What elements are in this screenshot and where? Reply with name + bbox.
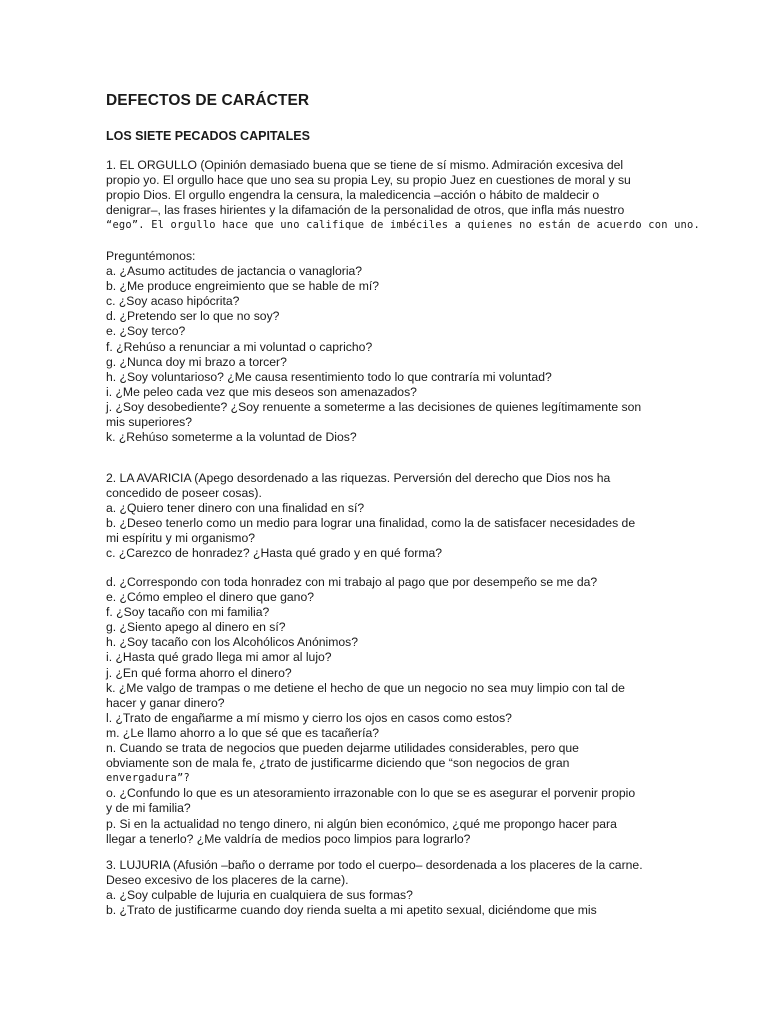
paragraph-line: propio Dios. El orgullo engendra la censura, la maledicencia –acción o hábito de maldecir o <box>106 188 600 203</box>
question-line: n. Cuando se trata de negocios que pueden dejarme utilidades considerables, pero que <box>106 741 579 756</box>
question-line: o. ¿Confundo lo que es un atesoramiento irrazonable con lo que se es asegurar el porvenir propio <box>106 786 636 801</box>
question-line: a. ¿Asumo actitudes de jactancia o vanagloria? <box>106 264 363 279</box>
question-line: f. ¿Soy tacaño con mi familia? <box>106 605 270 620</box>
question-line: k. ¿Me valgo de trampas o me detiene el hecho de que un negocio no sea muy limpio con tal de <box>106 680 625 695</box>
paragraph-line: 3. LUJURIA (Afusión –baño o derrame por todo el cuerpo– desordenada a los placeres de la carne. <box>106 858 643 872</box>
question-line: h. ¿Soy voluntarioso? ¿Me causa resentimiento todo lo que contraría mi voluntad? <box>106 369 552 384</box>
paragraph-line: propio yo. El orgullo hace que uno sea su propia Ley, su propio Juez en cuestiones de moral y su <box>106 173 631 188</box>
question-line: e. ¿Cómo empleo el dinero que gano? <box>106 590 314 605</box>
question-line: h. ¿Soy tacaño con los Alcohólicos Anónimos? <box>106 635 359 650</box>
question-line: g. ¿Nunca doy mi brazo a torcer? <box>106 354 287 369</box>
question-line: k. ¿Rehúso someterme a la voluntad de Dios? <box>106 430 357 445</box>
document-subtitle: LOS SIETE PECADOS CAPITALES <box>106 129 310 143</box>
question-line: j. ¿Soy desobediente? ¿Soy renuente a someterme a las decisiones de quienes legítimamente son <box>106 399 642 414</box>
question-line: d. ¿Pretendo ser lo que no soy? <box>106 309 280 324</box>
question-line: g. ¿Siento apego al dinero en sí? <box>106 620 286 635</box>
question-line: f. ¿Rehúso a renunciar a mi voluntad o capricho? <box>106 339 373 354</box>
question-line: e. ¿Soy terco? <box>106 324 186 339</box>
question-line: b. ¿Me produce engreimiento que se hable de mí? <box>106 279 380 294</box>
question-line: a. ¿Quiero tener dinero con una finalidad en sí? <box>106 501 365 516</box>
question-line: j. ¿En qué forma ahorro el dinero? <box>106 665 292 680</box>
section-avaricia-intro <box>106 471 666 562</box>
question-line: l. ¿Trato de engañarme a mí mismo y cierro los ojos en casos como estos? <box>106 710 512 725</box>
question-line: mis superiores? <box>106 415 193 430</box>
question-line: llegar a tenerlo? ¿Me valdría de medios poco limpios para lograrlo? <box>106 831 471 846</box>
paragraph-line: “ego”. El orgullo hace que uno califique de imbéciles a quienes no están de acuerdo con uno. <box>106 219 700 232</box>
question-line: envergadura”? <box>106 772 190 785</box>
question-line: obviamente son de mala fe, ¿trato de justificarme diciendo que “son negocios de gran <box>106 756 570 771</box>
question-line: c. ¿Soy acaso hipócrita? <box>106 294 240 309</box>
section-lujuria <box>106 858 666 918</box>
questions-prompt: Preguntémonos: <box>106 249 196 263</box>
question-line: i. ¿Me peleo cada vez que mis deseos son amenazados? <box>106 384 417 399</box>
section-orgullo-questions <box>106 249 666 445</box>
question-line: p. Si en la actualidad no tengo dinero, ni algún bien económico, ¿qué me propongo hacer para <box>106 816 617 831</box>
question-line: hacer y ganar dinero? <box>106 695 225 710</box>
question-line: c. ¿Carezco de honradez? ¿Hasta qué grado y en qué forma? <box>106 546 443 561</box>
document-title: DEFECTOS DE CARÁCTER <box>106 92 310 109</box>
section-avaricia-questions <box>106 575 666 847</box>
paragraph-line: 2. LA AVARICIA (Apego desordenado a las riquezas. Perversión del derecho que Dios nos ha <box>106 471 611 485</box>
question-line: m. ¿Le llamo ahorro a lo que sé que es tacañería? <box>106 725 380 740</box>
paragraph-line: concedido de poseer cosas). <box>106 486 262 501</box>
section-orgullo-intro <box>106 158 700 233</box>
question-line: d. ¿Correspondo con toda honradez con mi trabajo al pago que por desempeño se me da? <box>106 575 598 589</box>
question-line: y de mi familia? <box>106 801 191 816</box>
question-line: b. ¿Trato de justificarme cuando doy rienda suelta a mi apetito sexual, diciéndome que mis <box>106 903 597 918</box>
question-line: b. ¿Deseo tenerlo como un medio para lograr una finalidad, como la de satisfacer necesidades de <box>106 516 636 531</box>
paragraph-line: 1. EL ORGULLO (Opinión demasiado buena que se tiene de sí mismo. Admiración excesiva del <box>106 158 624 172</box>
paragraph-line: Deseo excesivo de los placeres de la carne). <box>106 873 349 888</box>
question-line: mi espíritu y mi organismo? <box>106 531 256 546</box>
question-line: a. ¿Soy culpable de lujuria en cualquiera de sus formas? <box>106 888 413 903</box>
paragraph-line: denigrar–, las frases hirientes y la difamación de la personalidad de otros, que infla más nuestro <box>106 203 625 218</box>
question-line: i. ¿Hasta qué grado llega mi amor al lujo? <box>106 650 332 665</box>
